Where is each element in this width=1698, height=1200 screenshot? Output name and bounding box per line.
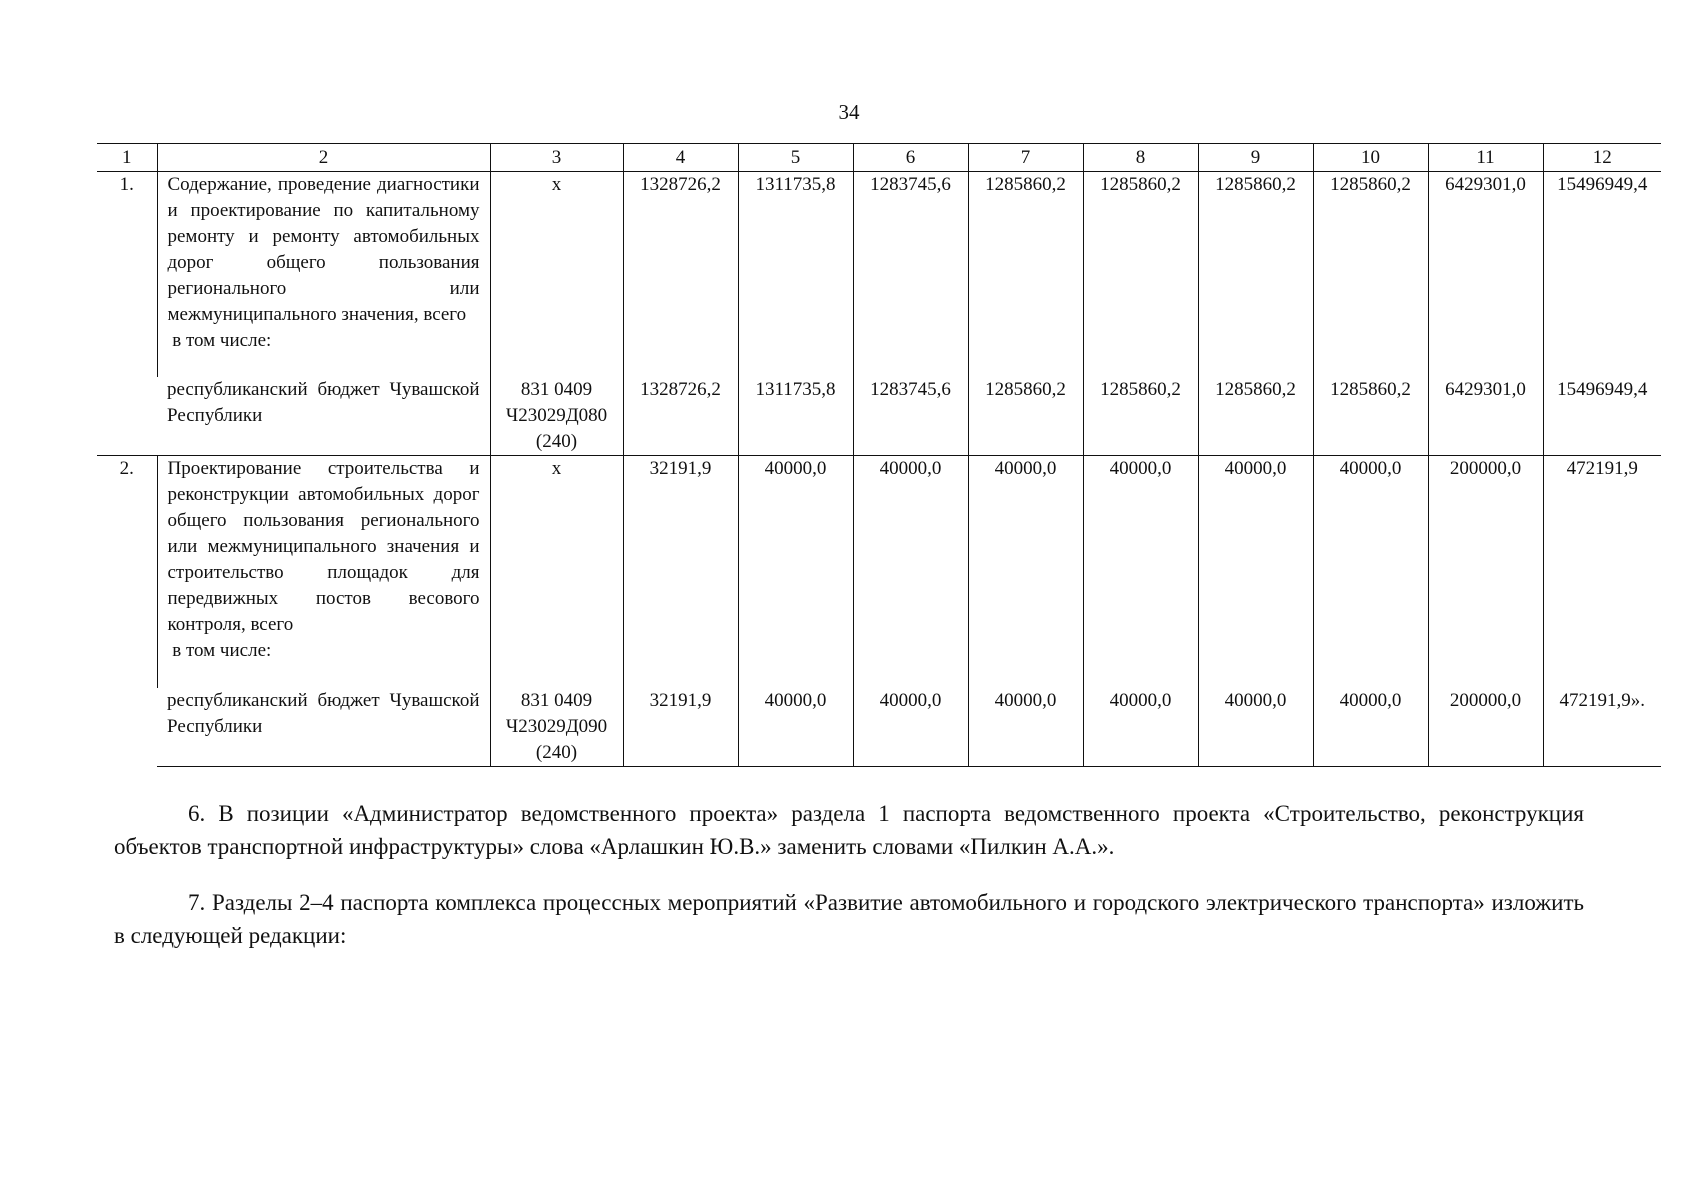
column-header: 11 [1428, 144, 1543, 172]
table-cell: 1285860,2 [1198, 172, 1313, 377]
table-cell: 6429301,0 [1428, 172, 1543, 377]
paragraph-6: 6. В позиции «Администратор ведомственного проекта» раздела 1 паспорта ведомственного проекта «Строительство, реконструкция объектов транспортной инфраструктуры» слова «Арлашкин Ю.В.» заменить словами «Пилкин А.А.». [114, 801, 1584, 859]
page-number: 34 [838, 100, 860, 124]
table-cell: 15496949,4 [1543, 377, 1661, 456]
table-cell: 1311735,8 [738, 172, 853, 377]
table-cell: 200000,0 [1428, 688, 1543, 767]
table-cell: 6429301,0 [1428, 377, 1543, 456]
column-header: 5 [738, 144, 853, 172]
row-subtitle: республиканский бюджет Чувашской Республики [167, 378, 480, 426]
table-cell: 1283745,6 [853, 377, 968, 456]
table-row [97, 456, 1661, 688]
row-title: Содержание, проведение диагностики и проектирование по капитальному ремонту и ремонту автомобильных дорог общего пользования регионального или межмуниципального значения, всего в том числе: [157, 172, 490, 377]
column-header: 2 [157, 144, 490, 172]
column-header: 9 [1198, 144, 1313, 172]
table-cell: 1285860,2 [1083, 172, 1198, 377]
table-row [97, 172, 1661, 377]
table-cell: 472191,9 [1543, 456, 1661, 688]
table-cell: 40000,0 [1083, 456, 1198, 688]
column-header: 4 [623, 144, 738, 172]
table-cell: 1328726,2 [623, 172, 738, 377]
table-cell: 1285860,2 [1198, 377, 1313, 456]
paragraph-7: 7. Разделы 2–4 паспорта комплекса процессных мероприятий «Развитие автомобильного и городского электрического транспорта» изложить в следующей редакции: [114, 890, 1584, 948]
table-cell: 40000,0 [738, 456, 853, 688]
table-cell: 40000,0 [968, 688, 1083, 767]
row-number: 1. [119, 174, 134, 195]
column-header: 10 [1313, 144, 1428, 172]
table-cell: 200000,0 [1428, 456, 1543, 688]
table-cell: 40000,0 [968, 456, 1083, 688]
budget-table [97, 143, 1661, 767]
table-cell: 1283745,6 [853, 172, 968, 377]
column-header: 8 [1083, 144, 1198, 172]
table-cell: 1285860,2 [968, 172, 1083, 377]
table-cell: 32191,9 [623, 688, 738, 767]
row-code: х [490, 456, 623, 688]
table-header-row [97, 144, 1661, 172]
column-header: 3 [490, 144, 623, 172]
table-cell: 32191,9 [623, 456, 738, 688]
row-number: 2. [97, 456, 157, 767]
table-cell: 1311735,8 [738, 377, 853, 456]
table-cell: 40000,0 [853, 456, 968, 688]
table-cell: 1285860,2 [968, 377, 1083, 456]
table-cell: 40000,0 [1083, 688, 1198, 767]
row-code: х [490, 172, 623, 377]
table-cell: 40000,0 [1198, 456, 1313, 688]
table-cell: 40000,0 [1313, 456, 1428, 688]
column-header: 12 [1543, 144, 1661, 172]
table-cell: 1285860,2 [1313, 172, 1428, 377]
table-cell: 40000,0 [1198, 688, 1313, 767]
row-code: 831 0409 Ч23029Д090 (240) [490, 688, 623, 767]
column-header: 1 [97, 144, 157, 172]
table-cell: 40000,0 [738, 688, 853, 767]
table-cell: 40000,0 [1313, 688, 1428, 767]
column-header: 7 [968, 144, 1083, 172]
row-subtitle: республиканский бюджет Чувашской Республики [157, 688, 490, 767]
table-cell: 1285860,2 [1313, 377, 1428, 456]
table-row [97, 688, 1661, 767]
row-code: 831 0409 Ч23029Д080 (240) [490, 377, 623, 456]
table-cell: 472191,9». [1543, 688, 1661, 767]
column-header: 6 [853, 144, 968, 172]
table-cell: 1328726,2 [623, 377, 738, 456]
table-cell: 1285860,2 [1083, 377, 1198, 456]
row-title: Проектирование строительства и реконструкции автомобильных дорог общего пользования регионального или межмуниципального значения и строительство площадок для передвижных постов весового контроля, всего в том числе: [157, 456, 490, 688]
table-cell: 40000,0 [853, 688, 968, 767]
table-row [97, 377, 1661, 456]
table-cell: 15496949,4 [1543, 172, 1661, 377]
